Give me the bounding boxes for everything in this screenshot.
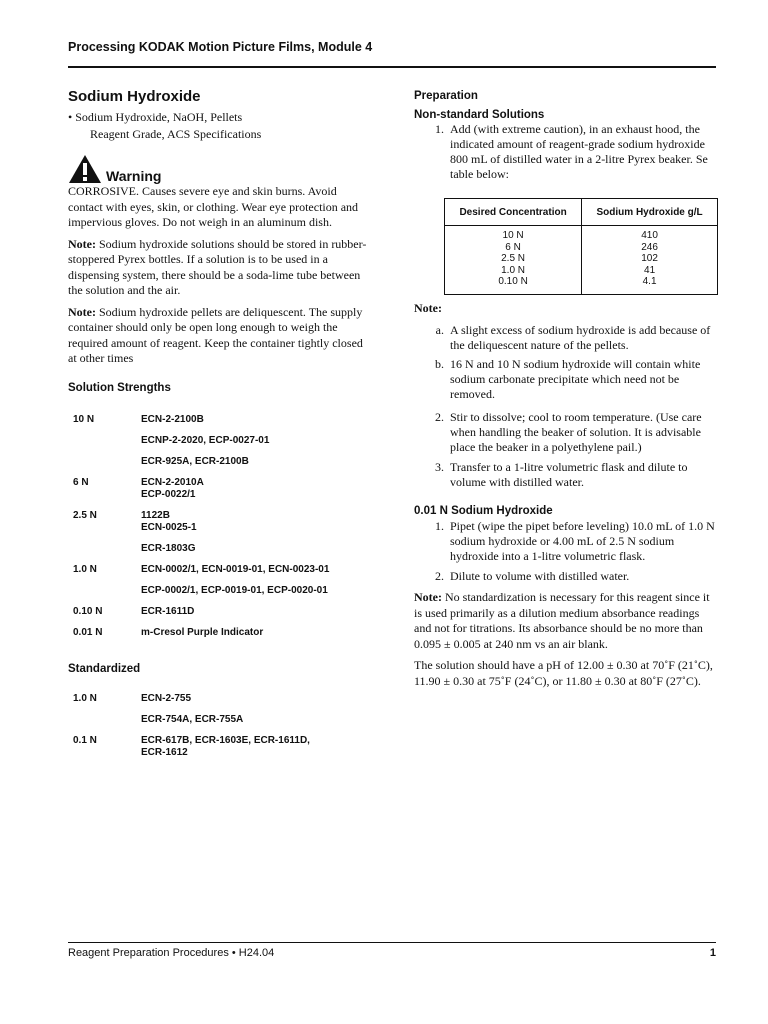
note-storage: [68, 237, 368, 299]
strength-normality: 1.0 N: [73, 692, 97, 704]
step-text: Stir to dissolve; cool to room temperature. (Use care when handling the beaker of solution. It is advisable place the beaker in a polyethylene pail.): [450, 410, 702, 454]
strength-normality: 0.10 N: [73, 605, 103, 617]
warning-heading: [68, 154, 368, 184]
right-column: [414, 88, 716, 689]
process-code: ECR-1803G: [141, 542, 196, 554]
step-number: 2.: [435, 410, 444, 424]
step-number: 3.: [435, 460, 444, 474]
concentration-table: [444, 198, 718, 295]
note-item: [414, 323, 716, 353]
step-number: 1.: [435, 122, 444, 136]
process-code: ECR-617B, ECR-1603E, ECR-1611D, ECR-1612: [141, 734, 310, 758]
strength-values: [141, 693, 368, 735]
strength-values: [141, 510, 368, 564]
strength-values: [141, 735, 368, 768]
solution-strengths-list: [68, 414, 368, 648]
prep-step: [414, 410, 716, 455]
step-number: 1.: [435, 519, 444, 533]
section-title: Sodium Hydroxide: [68, 88, 201, 105]
strength-values: [141, 477, 368, 510]
step-number: 2.: [435, 569, 444, 583]
table-cell-grams: 410 246 102 41 4.1: [582, 226, 718, 295]
prep-steps-cont: [414, 410, 716, 490]
preparation-title: Preparation: [414, 90, 478, 102]
note-heading: [414, 301, 716, 317]
note-absorbance: [414, 590, 716, 652]
note-deliquescent-text: Sodium hydroxide pellets are deliquescent. The supply container should only be open long enough to weigh the required amount of reagent. Keep the container tightly closed at other times: [68, 304, 363, 365]
strength-group: [73, 510, 368, 564]
dilute-steps: [414, 519, 716, 584]
warning-title: Warning: [106, 168, 162, 184]
note-storage-text: Sodium hydroxide solutions should be stored in rubber-stoppered Pyrex bottles. If a solution is to be used in a dispensing system, there should be a soda-lime tube between the solution and the air.: [68, 236, 367, 297]
strength-group: [73, 735, 368, 768]
strength-values: [141, 606, 368, 627]
strength-normality: 1.0 N: [73, 563, 97, 575]
strength-normality: 0.01 N: [73, 626, 103, 638]
solution-strengths-title: Solution Strengths: [68, 381, 171, 394]
note-letter: b.: [435, 357, 444, 371]
process-code: ECR-1611D: [141, 605, 195, 617]
step-text: Dilute to volume with distilled water.: [450, 569, 630, 583]
strength-group: [73, 606, 368, 627]
strength-values: [141, 564, 368, 606]
note-item: [414, 357, 716, 402]
strength-group: [73, 627, 368, 648]
dilute-step: [414, 519, 716, 564]
note-label: Note:: [68, 236, 96, 251]
strength-values: [141, 414, 368, 477]
prep-step: [414, 122, 716, 182]
strength-group: [73, 564, 368, 606]
step-text: Transfer to a 1-litre volumetric flask and dilute to volume with distilled water.: [450, 460, 688, 489]
standardized-list: [68, 693, 368, 768]
warning-text: CORROSIVE. Causes severe eye and skin burns. Avoid contact with eyes, skin, or clothing. Wear eye protection and impervious gloves. Do not weigh in an aluminum dish.: [68, 184, 359, 229]
left-column: [68, 88, 368, 768]
strength-normality: 2.5 N: [73, 509, 97, 521]
process-code: ECR-925A, ECR-2100B: [141, 455, 249, 467]
reagent-grade: Reagent Grade, ACS Specifications: [90, 127, 262, 141]
strength-normality: 10 N: [73, 413, 95, 425]
step-text: Pipet (wipe the pipet before leveling) 10.0 mL of 1.0 N sodium hydroxide or 4.00 mL of 2.5 N sodium hydroxide into a 1-litre volumetric flask.: [450, 519, 715, 563]
note-label: Note:: [414, 590, 442, 604]
strength-normality: 0.1 N: [73, 734, 97, 746]
note-text: A slight excess of sodium hydroxide is add because of the deliquescent nature of the pellets.: [450, 323, 711, 352]
strength-values: [141, 627, 368, 648]
prep-steps: [414, 122, 716, 182]
dilute-step: [414, 569, 716, 584]
strength-group: [73, 477, 368, 510]
note-text: 16 N and 10 N sodium hydroxide will contain white sodium carbonate precipitate which need not be removed.: [450, 357, 701, 401]
note-letter: a.: [435, 323, 444, 337]
warning-icon: [68, 154, 102, 184]
standardized-title: Standardized: [68, 662, 141, 675]
note-label: Note:: [68, 304, 96, 319]
note-label: Note:: [414, 300, 442, 315]
table-header-concentration: Desired Concentration: [445, 199, 582, 226]
process-code: ECN-0002/1, ECN-0019-01, ECN-0023-01: [141, 563, 330, 575]
reagent-bullet-text: Sodium Hydroxide, NaOH, Pellets: [75, 110, 243, 124]
process-code: ECN-2-755: [141, 692, 192, 704]
strength-normality: 6 N: [73, 476, 89, 488]
strength-group: [73, 693, 368, 735]
dilute-title: 0.01 N Sodium Hydroxide: [414, 505, 553, 517]
process-code: ECP-0002/1, ECP-0019-01, ECP-0020-01: [141, 584, 328, 596]
process-code: m-Cresol Purple Indicator: [141, 626, 264, 638]
page-number: 1: [709, 947, 716, 959]
process-code: ECN-2-2010A ECP-0022/1: [141, 476, 204, 500]
process-code: ECR-754A, ECR-755A: [141, 713, 244, 725]
footer-title: Reagent Preparation Procedures • H24.04: [68, 947, 275, 959]
note-deliquescent: [68, 305, 368, 367]
reagent-bullet: • Sodium Hydroxide, NaOH, Pellets: [68, 110, 243, 124]
strength-group: [73, 414, 368, 477]
note-absorbance-text: No standardization is necessary for this reagent since it is used primarily as a dilution medium absorbance readings and not for titrations. Its absorbance should be no more than 0.095 ± 0.005 at 240 nm vs an air blank.: [414, 590, 710, 651]
header-rule: [68, 66, 716, 68]
table-cell-concentrations: 10 N 6 N 2.5 N 1.0 N 0.10 N: [445, 226, 582, 295]
footer-rule: [68, 942, 716, 943]
page-header-title: Processing KODAK Motion Picture Films, Module 4: [68, 40, 373, 54]
note-list: [414, 323, 716, 402]
prep-step: [414, 460, 716, 490]
ph-text: The solution should have a pH of 12.00 ± 0.30 at 70˚F (21˚C), 11.90 ± 0.30 at 75˚F (24˚C), or 11.80 ± 0.30 at 80˚F (27˚C).: [414, 658, 713, 688]
process-code: ECNP-2-2020, ECP-0027-01: [141, 434, 270, 446]
nonstandard-title: Non-standard Solutions: [414, 109, 545, 121]
process-code: ECN-2-2100B: [141, 413, 204, 425]
process-code: 1122B ECN-0025-1: [141, 509, 197, 533]
step-text: Add (with extreme caution), in an exhaust hood, the indicated amount of reagent-grade sodium hydroxide 800 mL of distilled water in a 2-litre Pyrex beaker. Se table below:: [450, 122, 708, 181]
table-header-grams: Sodium Hydroxide g/L: [582, 199, 718, 226]
